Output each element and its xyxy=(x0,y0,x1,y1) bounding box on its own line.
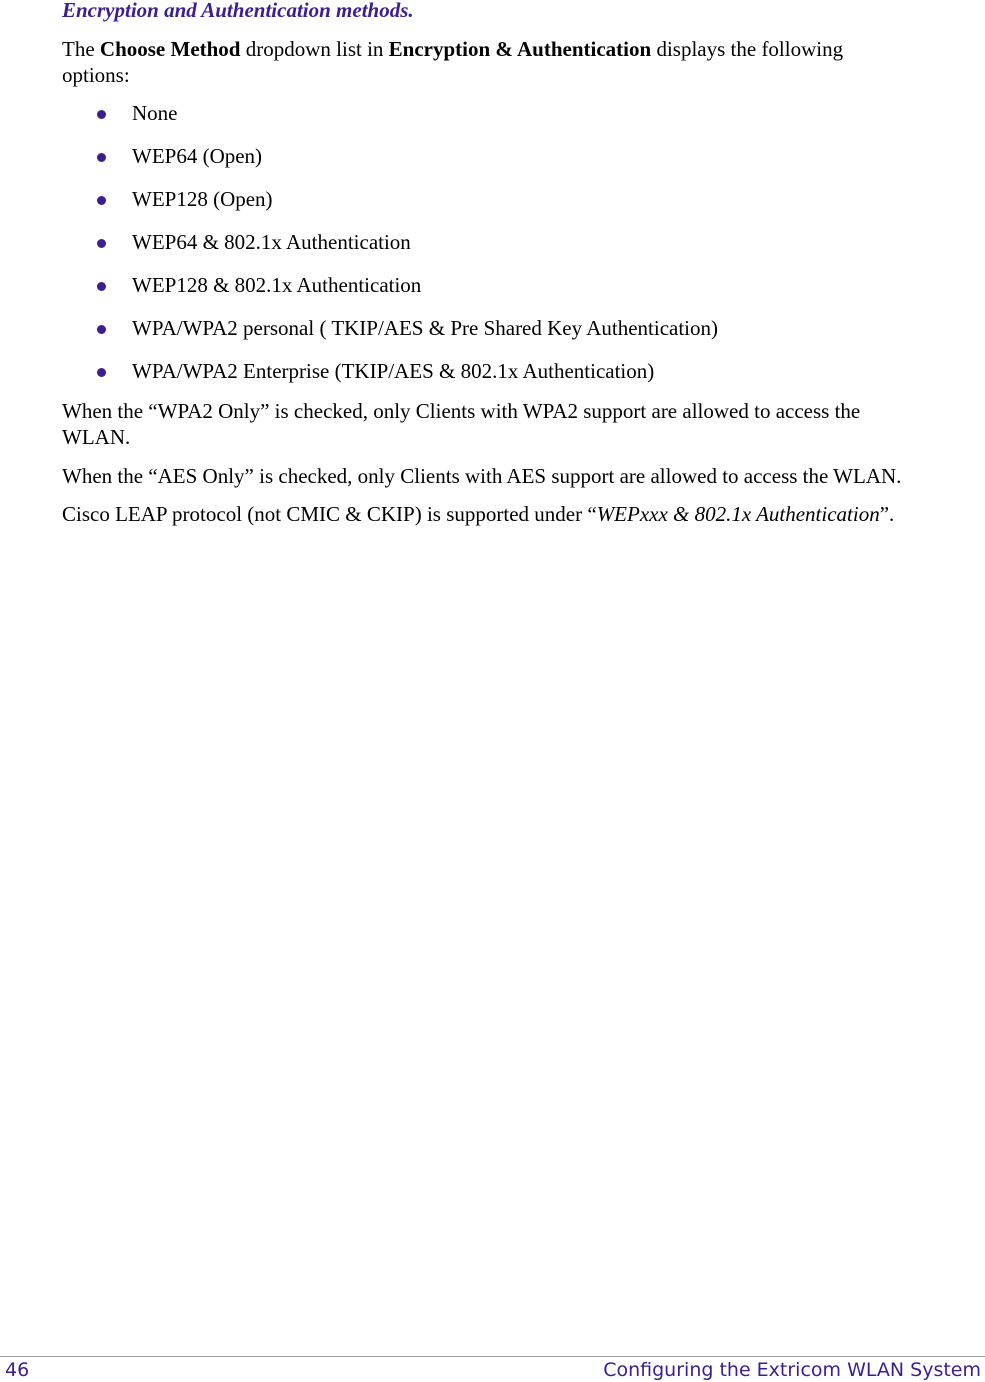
bullet-icon xyxy=(97,110,106,119)
intro-text-3: displays the following xyxy=(651,37,844,61)
list-item-text: WPA/WPA2 Enterprise (TKIP/AES & 802.1x Authentication) xyxy=(132,359,655,383)
list-item-text: WEP128 & 802.1x Authentication xyxy=(132,273,422,297)
footer-title: Configuring the Extricom WLAN System xyxy=(603,1359,981,1381)
method-options-list xyxy=(62,100,977,384)
list-item-text: WEP64 & 802.1x Authentication xyxy=(132,230,411,254)
bullet-icon xyxy=(97,196,106,205)
bullet-icon xyxy=(97,153,106,162)
bullet-icon xyxy=(97,325,106,334)
list-item-text: None xyxy=(132,101,178,125)
list-item xyxy=(62,272,977,298)
page-number: 46 xyxy=(5,1359,30,1381)
intro-text-4: options: xyxy=(62,63,130,87)
list-item-text: WPA/WPA2 personal ( TKIP/AES & Pre Shared Key Authentication) xyxy=(132,316,719,340)
list-item xyxy=(62,143,977,169)
list-item xyxy=(62,100,977,126)
encryption-authentication-term: Encryption & Authentication xyxy=(388,37,652,61)
list-item-text: WEP64 (Open) xyxy=(132,144,263,168)
footer-divider xyxy=(0,1356,985,1357)
list-item-text: WEP128 (Open) xyxy=(132,187,273,211)
list-item xyxy=(62,315,977,341)
list-item xyxy=(62,186,977,212)
list-item xyxy=(62,229,977,255)
choose-method-term: Choose Method xyxy=(99,37,241,61)
cisco-text-2: ”. xyxy=(879,502,895,526)
bullet-icon xyxy=(97,282,106,291)
bullet-icon xyxy=(97,368,106,377)
section-heading: Encryption and Authentication methods. xyxy=(62,0,414,22)
intro-text-1: The xyxy=(62,37,100,61)
wepxxx-term: WEPxxx & 802.1x Authentication xyxy=(596,502,880,526)
page-content xyxy=(62,0,977,527)
bullet-icon xyxy=(97,239,106,248)
page-footer xyxy=(5,1358,981,1382)
wpa2-only-paragraph xyxy=(62,398,977,450)
cisco-leap-paragraph xyxy=(62,501,977,527)
wpa2-only-line-2: WLAN. xyxy=(62,425,131,449)
cisco-text-1: Cisco LEAP protocol (not CMIC & CKIP) is supported under “ xyxy=(62,502,597,526)
intro-paragraph xyxy=(62,36,977,88)
wpa2-only-line-1: When the “WPA2 Only” is checked, only Clients with WPA2 support are allowed to access the xyxy=(62,399,861,423)
aes-only-paragraph: When the “AES Only” is checked, only Clients with AES support are allowed to access the WLAN. xyxy=(62,464,902,488)
list-item xyxy=(62,358,977,384)
intro-text-2: dropdown list in xyxy=(240,37,389,61)
